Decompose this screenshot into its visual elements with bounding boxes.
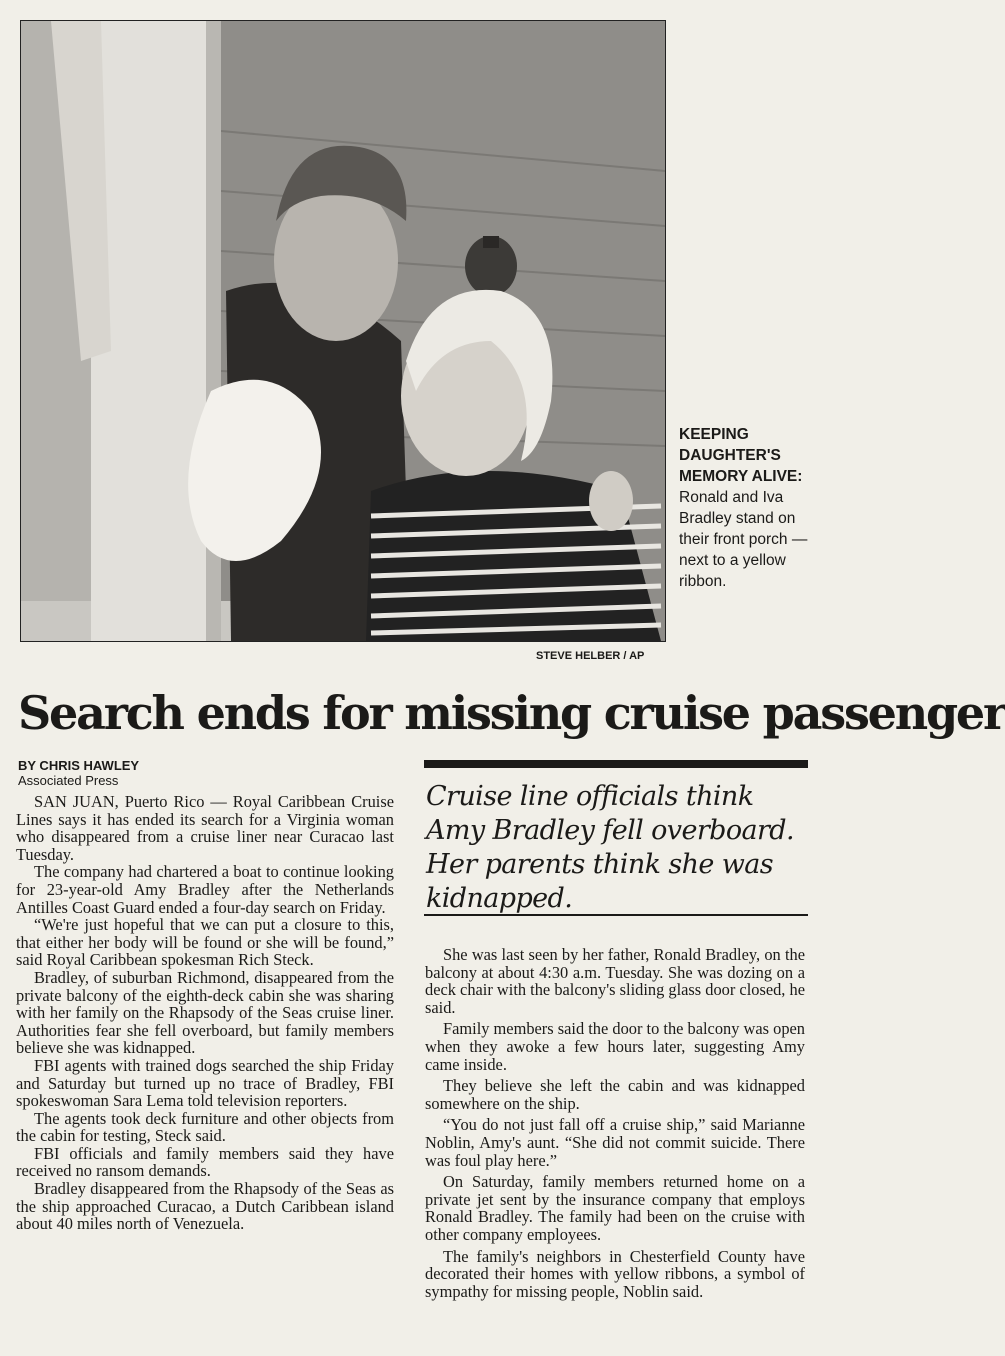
paragraph: The agents took deck furniture and other objects from the cabin for testing, Steck said.	[16, 1108, 394, 1146]
paragraph: “We're just hopeful that we can put a closure to this, that either her body will be found or she will be found,” said Royal Caribbean spokesman Rich Steck.	[16, 915, 394, 970]
byline-name: BY CHRIS HAWLEY	[18, 758, 140, 773]
news-photo	[20, 20, 666, 642]
byline-org: Associated Press	[18, 773, 119, 788]
photo-icon	[21, 21, 665, 641]
pull-quote: Cruise line officials think Amy Bradley fell overboard. Her parents think she was kidnapped.	[424, 760, 808, 916]
paragraph: FBI agents with trained dogs searched the ship Friday and Saturday but turned up no trace of Bradley, FBI spokeswoman Sara Lema told television reporters.	[16, 1055, 394, 1111]
paragraph: FBI officials and family members said they have received no ransom demands.	[16, 1143, 394, 1181]
article-column-right	[425, 946, 805, 1304]
paragraph: “You do not just fall off a cruise ship,” said Marianne Noblin, Amy's aunt. “She did not commit suicide. There was foul play here.”	[425, 1115, 805, 1170]
paragraph: Bradley disappeared from the Rhapsody of the Seas as the ship approached Curacao, a Dutch Caribbean island about 40 miles north of Venezuela.	[16, 1179, 394, 1234]
paragraph: The company had chartered a boat to continue looking for 23-year-old Amy Bradley after the Netherlands Antilles Coast Guard ended a four-day search on Friday.	[16, 862, 394, 917]
headline: Search ends for missing cruise passenger	[18, 686, 1005, 740]
paragraph: She was last seen by her father, Ronald Bradley, on the balcony at about 4:30 a.m. Tuesday. She was dozing on a deck chair with the balcony's sliding glass door closed, he said.	[425, 945, 805, 1017]
paragraph: They believe she left the cabin and was kidnapped somewhere on the ship.	[425, 1076, 805, 1113]
photo-credit: STEVE HELBER / AP	[536, 650, 645, 662]
paragraph: Bradley, of suburban Richmond, disappeared from the private balcony of the eighth-deck cabin she was sharing with her family on the Rhapsody of the Seas cruise liner. Authorities fear she fell overboard, but family members believe she was kidnapped.	[16, 967, 394, 1058]
caption-head: KEEPING DAUGHTER'S MEMORY ALIVE:	[679, 426, 803, 485]
paragraph: Family members said the door to the balcony was open when they awoke a few hours later, suggesting Amy came inside.	[425, 1019, 805, 1074]
paragraph: The family's neighbors in Chesterfield County have decorated their homes with yellow ribbons, a symbol of sympathy for missing people, Noblin said.	[425, 1246, 805, 1301]
paragraph: On Saturday, family members returned home on a private jet sent by the insurance company that employs Ronald Bradley. The family had been on the cruise with other company employees.	[425, 1172, 805, 1244]
paragraph: SAN JUAN, Puerto Rico — Royal Caribbean Cruise Lines says it has ended its search for a Virginia woman who disappeared from a cruise liner near Curacao last Tuesday.	[16, 792, 394, 864]
caption-text: Ronald and Iva Bradley stand on their front porch — next to a yellow ribbon.	[679, 489, 808, 590]
byline	[18, 758, 139, 788]
photo-caption	[679, 424, 815, 592]
article-column-left	[16, 793, 394, 1233]
